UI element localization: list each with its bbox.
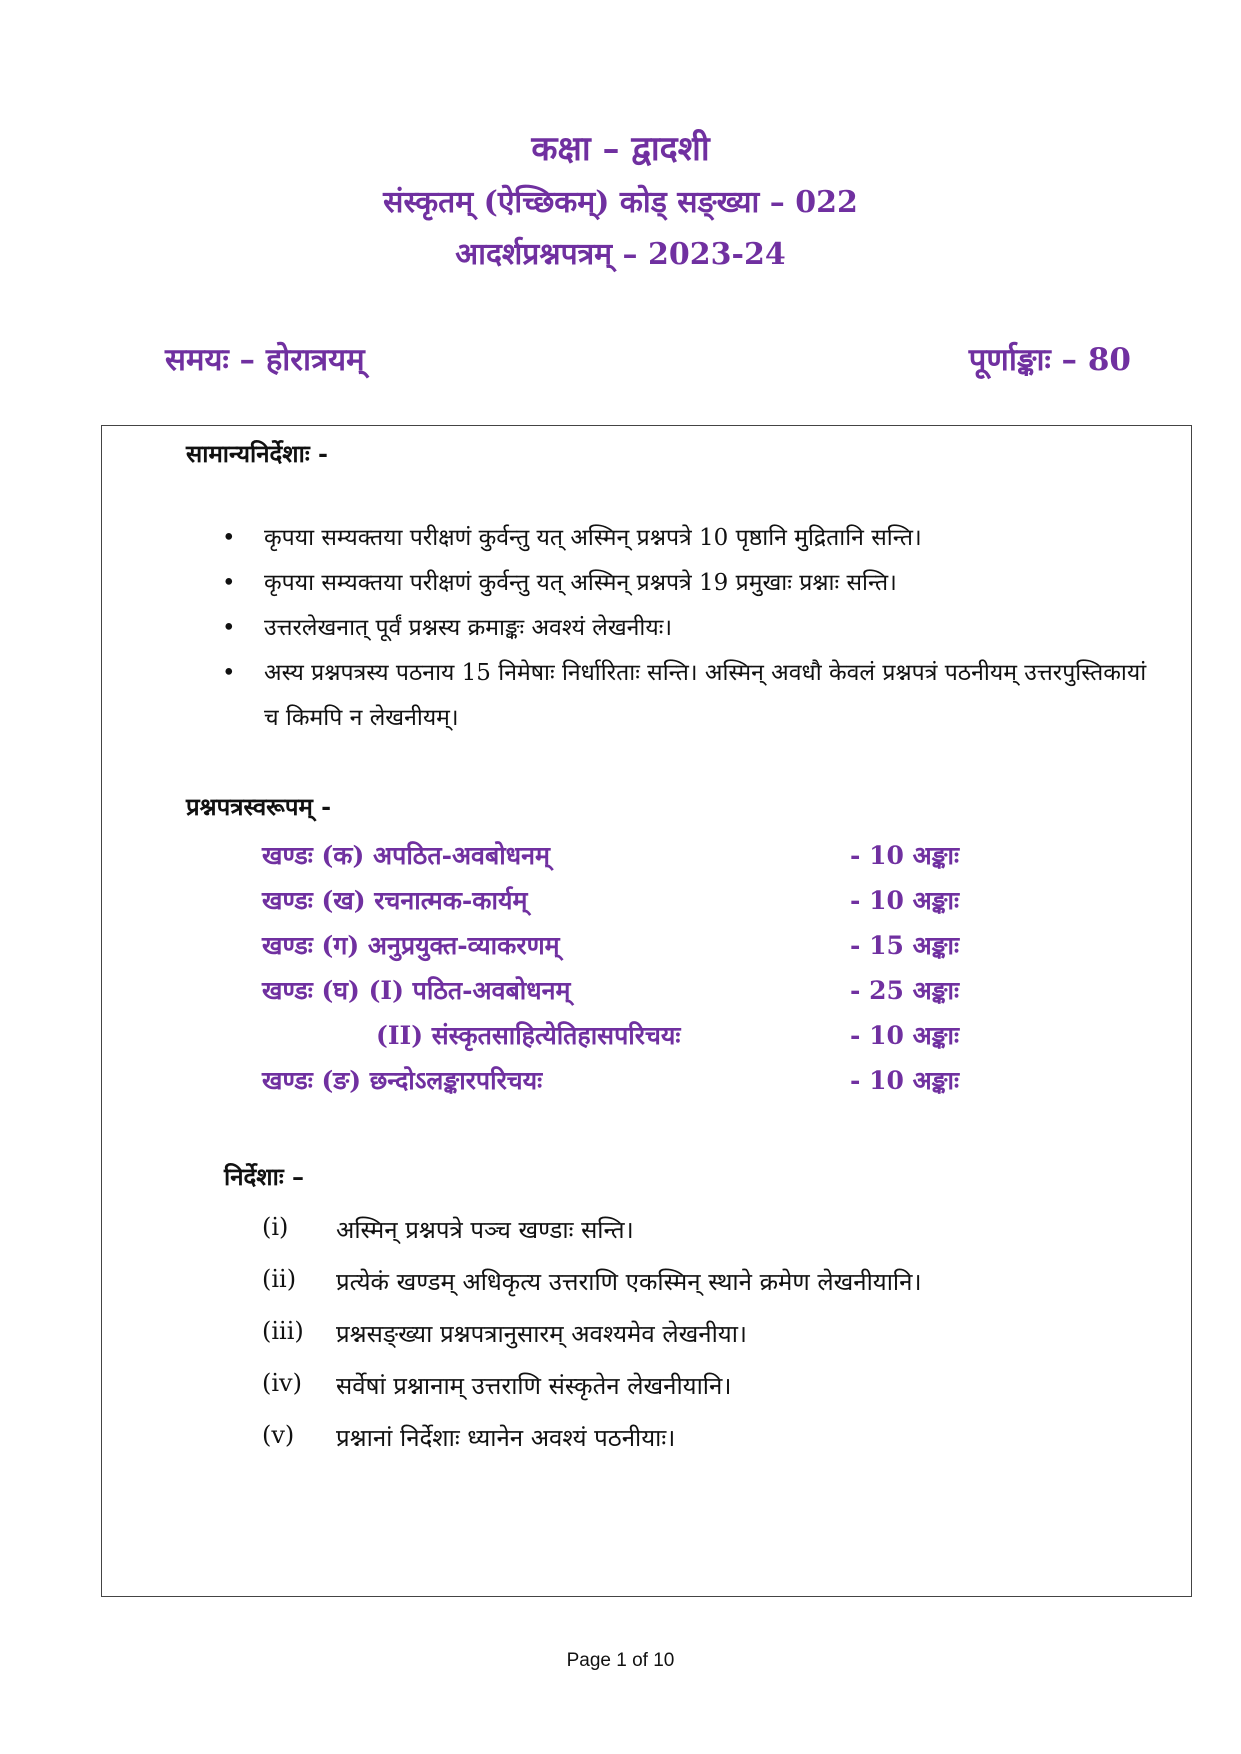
section-row-label: खण्डः (ख) रचनात्मक-कार्यम्: [262, 886, 528, 915]
list-item: • अस्य प्रश्नपत्रस्य पठनाय 15 निमेषाः निर्धारिताः सन्ति। अस्मिन् अवधौ केवलं प्रश्नपत्रं पठनीयम् उत्तरपुस्तिकायां च किमपि न लेखनीयम्।: [222, 651, 1162, 741]
list-item: • कृपया सम्यक्तया परीक्षणं कुर्वन्तु यत् अस्मिन् प्रश्नपत्रे 19 प्रमुखाः प्रश्नाः सन्ति।: [222, 561, 1162, 606]
section-row-marks: - 10 अङ्काः: [850, 1066, 960, 1095]
section-row-marks: - 10 अङ्काः: [850, 886, 960, 915]
section-row-marks: - 25 अङ्काः: [850, 976, 960, 1005]
direction-number: (v): [262, 1421, 295, 1449]
direction-text: प्रत्येकं खण्डम् अधिकृत्य उत्तराणि एकस्मिन् स्थाने क्रमेण लेखनीयानि।: [336, 1268, 922, 1296]
direction-number: (i): [262, 1213, 289, 1241]
section-row-label: खण्डः (ङ) छन्दोऽलङ्कारपरिचयः: [262, 1066, 543, 1095]
paper-structure-title: प्रश्नपत्रस्वरूपम् -: [186, 792, 332, 821]
direction-text: अस्मिन् प्रश्नपत्रे पञ्च खण्डाः सन्ति।: [336, 1216, 634, 1244]
paper-title: आदर्शप्रश्नपत्रम् – 2023-24: [455, 237, 786, 272]
direction-number: (iii): [262, 1317, 304, 1345]
time-allowed: समयः – होरात्रयम्: [165, 342, 365, 378]
list-item: • उत्तरलेखनात् पूर्वं प्रश्नस्य क्रमाङ्कः अवश्यं लेखनीयः।: [222, 606, 1162, 651]
direction-number: (iv): [262, 1369, 302, 1397]
direction-text: प्रश्नसङ्ख्या प्रश्नपत्रानुसारम् अवश्यमेव लेखनीया।: [336, 1320, 748, 1348]
full-marks: पूर्णाङ्काः – 80: [968, 342, 1131, 378]
section-row-marks: - 10 अङ्काः: [850, 1021, 960, 1050]
directions-title: निर्देशाः –: [224, 1162, 305, 1191]
section-row-label: (II) संस्कृतसाहित्येतिहासपरिचयः: [376, 1021, 681, 1050]
section-row-marks: - 10 अङ्काः: [850, 841, 960, 870]
direction-number: (ii): [262, 1265, 297, 1293]
class-title: कक्षा – द्वादशी: [531, 129, 710, 169]
subject-code-title: संस्कृतम् (ऐच्छिकम्) कोड् सङ्ख्या – 022: [383, 185, 858, 220]
section-row-marks: - 15 अङ्काः: [850, 931, 960, 960]
section-row-label: खण्डः (घ) (I) पठित-अवबोधनम्: [262, 976, 571, 1005]
direction-text: सर्वेषां प्रश्नानाम् उत्तराणि संस्कृतेन लेखनीयानि।: [336, 1372, 732, 1400]
page-number: Page 1 of 10: [566, 1650, 675, 1671]
section-row-label: खण्डः (क) अपठित-अवबोधनम्: [262, 841, 550, 870]
general-instructions-title: सामान्यनिर्देशाः -: [186, 439, 328, 468]
list-item: • कृपया सम्यक्तया परीक्षणं कुर्वन्तु यत् अस्मिन् प्रश्नपत्रे 10 पृष्ठानि मुद्रितानि सन्ति।: [222, 516, 1162, 561]
general-instructions-list: [222, 516, 1162, 741]
direction-text: प्रश्नानां निर्देशाः ध्यानेन अवश्यं पठनीयाः।: [336, 1424, 676, 1452]
section-row-label: खण्डः (ग) अनुप्रयुक्त-व्याकरणम्: [262, 931, 560, 960]
